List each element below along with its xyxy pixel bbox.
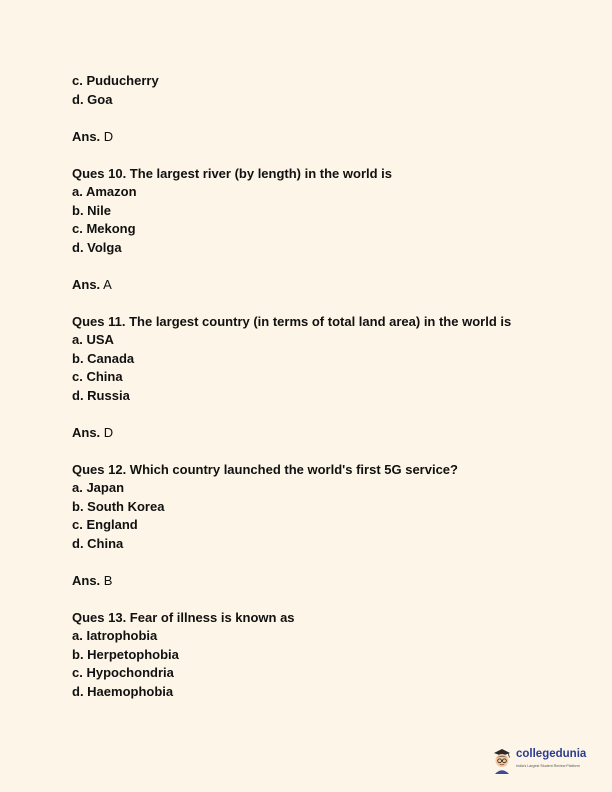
answer-label: Ans. <box>72 276 101 292</box>
option-c: c. Puducherry <box>72 73 159 88</box>
answer-value: B <box>103 572 113 588</box>
option-d: d. Russia <box>72 387 130 403</box>
answer-line <box>72 424 552 443</box>
answer-line <box>72 276 552 295</box>
option-d: d. Volga <box>72 239 122 255</box>
question-block-11 <box>72 313 552 443</box>
question-text: Ques 10. The largest river (by length) in the world is <box>72 165 393 181</box>
option-a: a. USA <box>72 332 114 347</box>
answer-line <box>72 128 552 147</box>
logo-name: collegedunia <box>516 748 587 760</box>
option-a: a. Iatrophobia <box>72 628 158 643</box>
answer-label: Ans. <box>72 128 101 144</box>
option-b: b. Nile <box>72 202 112 218</box>
option-b: b. Herpetophobia <box>72 646 179 662</box>
option-b: b. South Korea <box>72 498 165 514</box>
answer-value: A <box>103 276 112 292</box>
answer-line <box>72 572 552 591</box>
question-text: Ques 13. Fear of illness is known as <box>72 609 295 625</box>
option-c: c. Mekong <box>72 221 136 236</box>
mascot-icon <box>491 744 513 774</box>
document-body <box>72 72 552 701</box>
question-block-10 <box>72 165 552 295</box>
option-d: d. Goa <box>72 91 113 107</box>
question-text: Ques 11. The largest country (in terms of total land area) in the world is <box>72 313 512 329</box>
option-c: c. China <box>72 369 123 384</box>
answer-value: D <box>103 424 114 440</box>
question-block-13 <box>72 609 552 702</box>
option-d: d. Haemophobia <box>72 683 174 699</box>
question-block-9-tail <box>72 72 552 146</box>
question-text: Ques 12. Which country launched the world's first 5G service? <box>72 461 458 477</box>
logo-tagline: India's Largest Student Review Platform <box>516 764 580 768</box>
option-b: b. Canada <box>72 350 135 366</box>
question-block-12 <box>72 461 552 591</box>
option-c: c. England <box>72 517 138 532</box>
answer-label: Ans. <box>72 424 101 440</box>
answer-label: Ans. <box>72 572 101 588</box>
option-d: d. China <box>72 535 124 551</box>
collegedunia-logo <box>491 744 601 774</box>
option-a: a. Japan <box>72 480 125 495</box>
option-c: c. Hypochondria <box>72 665 174 680</box>
option-a: a. Amazon <box>72 184 137 199</box>
answer-value: D <box>103 128 114 144</box>
